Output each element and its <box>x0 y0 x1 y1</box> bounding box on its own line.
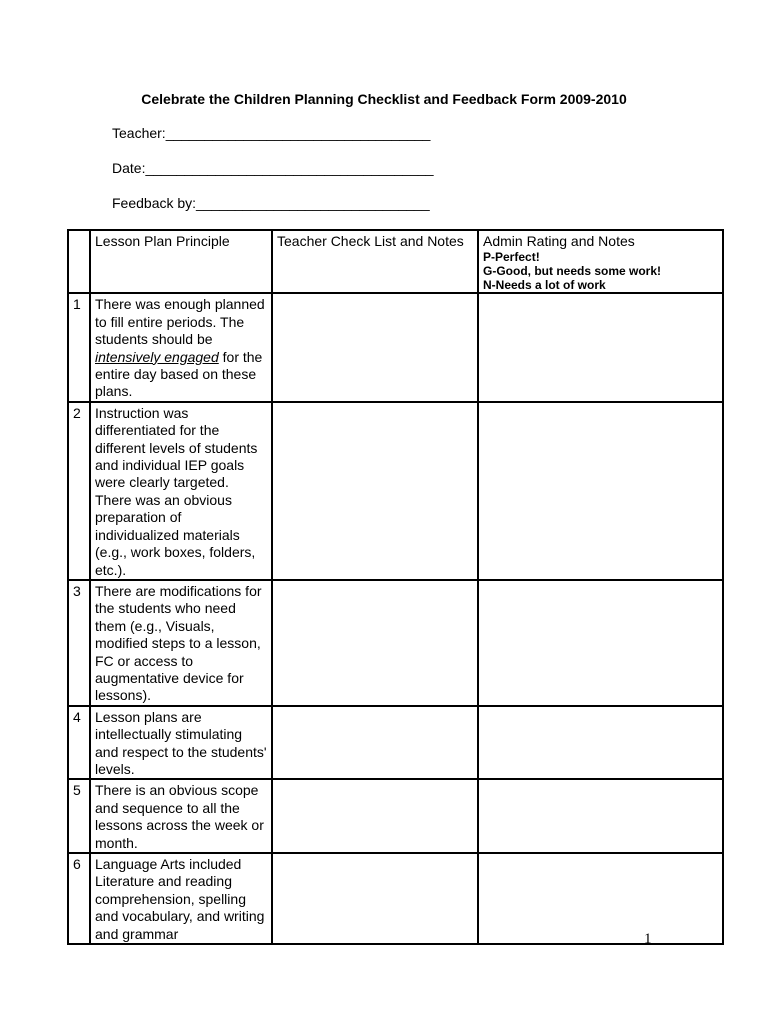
row-principle: Lesson plans are intellectually stimulating and respect to the students' levels. <box>90 706 272 780</box>
rating-key-perfect: P-Perfect! <box>483 250 540 265</box>
date-field: Date:_____________________________________ <box>112 160 434 176</box>
teacher-notes-cell <box>272 402 478 580</box>
admin-rating-cell <box>478 293 723 401</box>
teacher-notes-cell <box>272 853 478 944</box>
row-number: 1 <box>68 293 90 401</box>
checklist-table <box>67 229 724 945</box>
row-principle: Language Arts included Literature and reading comprehension, spelling and vocabulary, and writing and grammar <box>90 853 272 944</box>
table-row <box>68 402 723 580</box>
row-number: 6 <box>68 853 90 944</box>
principle-text-end: for the entire day based on these plans. <box>95 348 263 400</box>
teacher-notes-cell <box>272 706 478 780</box>
principle-text: There was enough planned to fill entire periods. The students should be <box>95 296 265 348</box>
teacher-notes-cell <box>272 779 478 853</box>
teacher-notes-cell <box>272 580 478 706</box>
row-number: 5 <box>68 779 90 853</box>
admin-rating-cell <box>478 706 723 780</box>
teacher-field: Teacher:__________________________________ <box>112 125 431 141</box>
row-principle: There is an obvious scope and sequence to all the lessons across the week or month. <box>90 779 272 853</box>
header-number-cell <box>68 230 90 293</box>
page-title: Celebrate the Children Planning Checklist and Feedback Form 2009-2010 <box>141 91 627 107</box>
table-header-row <box>68 230 723 293</box>
rating-key-good: G-Good, but needs some work! <box>483 264 662 279</box>
principle-emphasis: intensively engaged <box>95 348 219 365</box>
row-number: 2 <box>68 402 90 580</box>
row-principle: There are modifications for the students who need them (e.g., Visuals, modified steps to a lesson, FC or access to augmentative device for lessons). <box>90 580 272 706</box>
admin-rating-cell <box>478 853 723 944</box>
teacher-notes-cell <box>272 293 478 401</box>
header-admin-label: Admin Rating and Notes <box>483 233 635 249</box>
table-row <box>68 853 723 944</box>
admin-rating-cell <box>478 580 723 706</box>
rating-key-needs-work: N-Needs a lot of work <box>483 278 606 293</box>
table-row <box>68 580 723 706</box>
header-teacher-notes: Teacher Check List and Notes <box>272 230 478 293</box>
page-number: 1 <box>644 931 652 947</box>
row-principle: Instruction was differentiated for the different levels of students and individual IEP goals were clearly targeted. There was an obvious preparation of individualized materials (e.g., work boxes, folders, etc.). <box>90 402 272 580</box>
row-number: 3 <box>68 580 90 706</box>
row-principle <box>90 293 272 401</box>
table-row <box>68 706 723 780</box>
header-principle: Lesson Plan Principle <box>90 230 272 293</box>
header-admin-rating <box>478 230 723 293</box>
row-number: 4 <box>68 706 90 780</box>
feedback-by-field: Feedback by:______________________________ <box>112 195 430 211</box>
admin-rating-cell <box>478 779 723 853</box>
table-row <box>68 779 723 853</box>
admin-rating-cell <box>478 402 723 580</box>
table-row <box>68 293 723 401</box>
